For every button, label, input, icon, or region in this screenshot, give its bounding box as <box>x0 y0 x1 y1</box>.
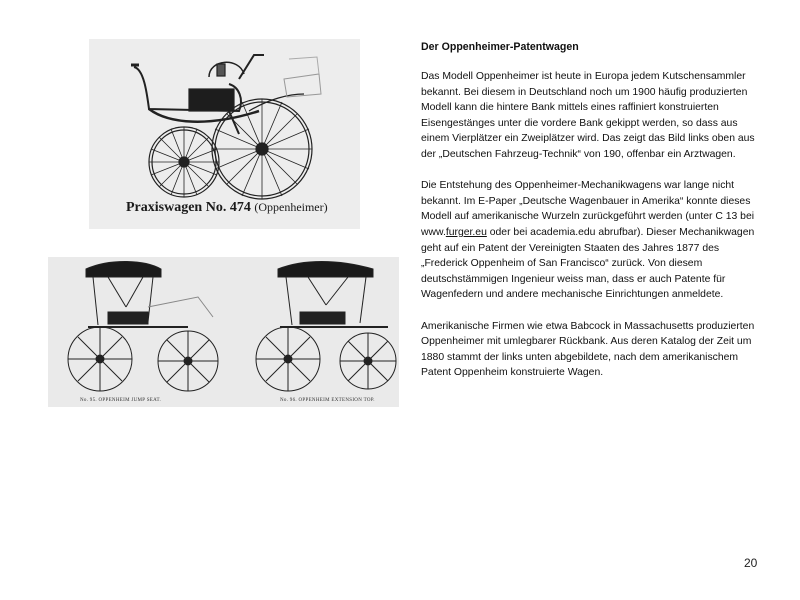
caption-main-text: Praxiswagen No. 474 <box>126 200 251 215</box>
babcock-catalog-illustration <box>48 257 399 407</box>
article-paragraph-3: Amerikanische Firmen wie etwa Babcock in Massachusetts produzierten Oppenheimer mit umlegbarer Rückbank. Aus deren Katalog der Zeit um 1880 stammt der links unten abgebildete, nach dem amerikanischem Patent Oppenheim konstruierte Wagen. <box>421 320 755 379</box>
bottom-right-caption: No. 96. OPPENHEIM EXTENSION TOP. <box>280 398 375 403</box>
bottom-left-caption: No. 95. OPPENHEIM JUMP SEAT. <box>80 398 162 403</box>
paragraph-2-text-end: oder bei academia.edu abrufbar). Dieser Mechanikwagen geht auf ein Patent der Vereinigten Staaten des Jahres 1877 des „Frederick Oppenheim of San Francisco“ zurück. Von diesem deutschstämmigen Ingenieur weiss man, dass er auch Patente für Wagenfedern und andere mechanische Einrichtungen anmeldete. <box>421 226 755 301</box>
article-paragraph-2 <box>421 178 766 303</box>
top-image-caption <box>126 200 328 216</box>
caption-sub-text: (Oppenheimer) <box>254 200 328 214</box>
article-title: Der Oppenheimer-Patentwagen <box>421 41 579 53</box>
article-column <box>421 40 766 396</box>
carriage-drawing-bottom <box>48 257 399 407</box>
article-paragraph-1: Das Modell Oppenheimer ist heute in Europa jedem Kutschensammler bekannt. Bei diesem in Deutschland noch um 1900 häufig produzierten Modell kann die hintere Bank mittels eines raffiniert konstruierten Eisengestänges unter die vordere Bank gekippt werden, so dass aus einem Vierplätzer ein Zweiplätzer wird. Das zeigt das Bild links oben aus der „Deutschen Fahrzeug-Technik“ von 190, offenbar ein Arztwagen. <box>421 71 755 160</box>
page-number: 20 <box>744 556 758 570</box>
furger-link[interactable]: furger.eu <box>445 226 487 238</box>
paragraph-2-text-start: Die Entstehung des Oppenheimer-Mechanikwagens war lange nicht bekannt. Im E-Paper „Deutsche Wagenbauer in Amerika“ konnte dieses Modell auf amerikanische Wurzeln zurückgeführt werden (unter C 13 bei www. <box>421 180 755 238</box>
praxiswagen-illustration <box>89 39 360 229</box>
